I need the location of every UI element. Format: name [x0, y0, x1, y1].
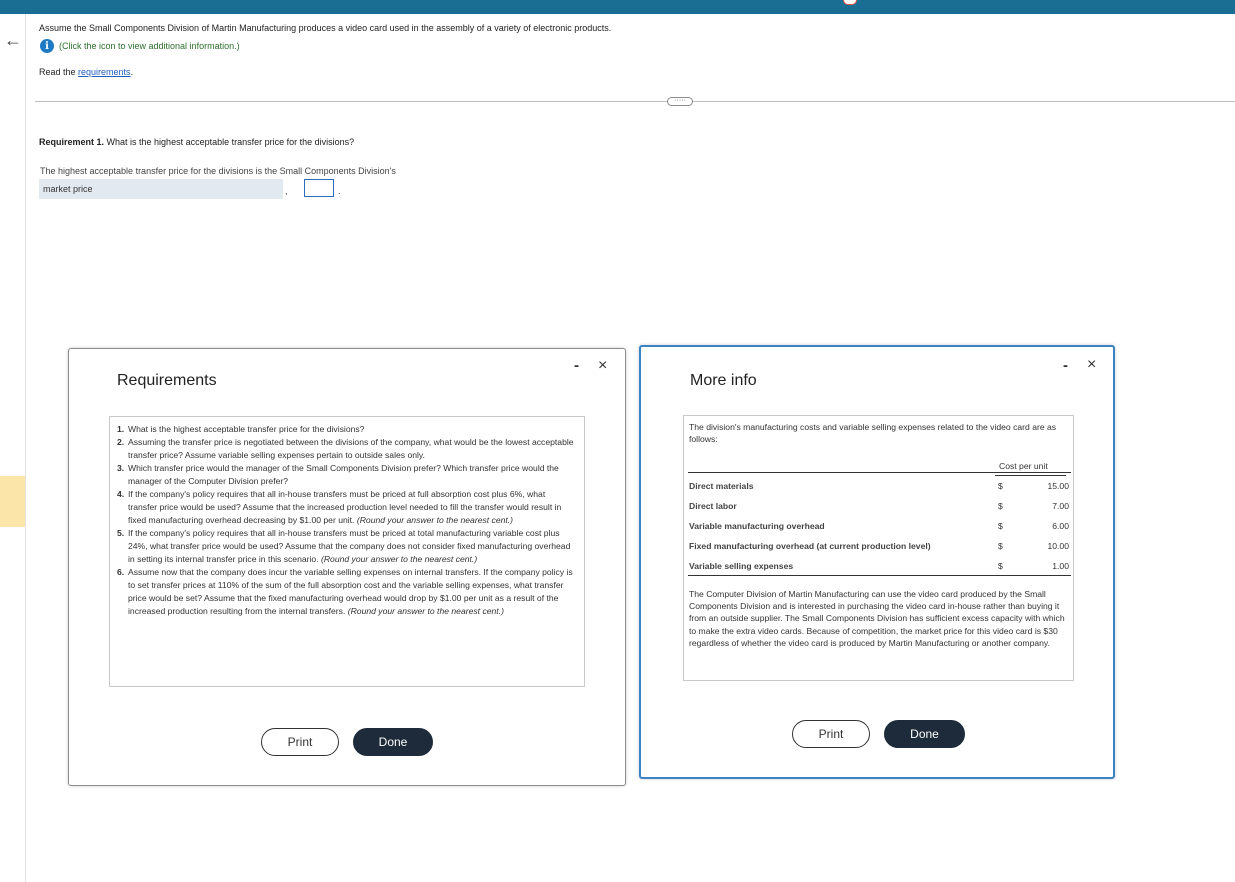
- answer-input[interactable]: [304, 179, 334, 197]
- answer-prefix: The highest acceptable transfer price for the divisions is the Small Components Division's: [40, 166, 396, 176]
- cost-row: [689, 481, 1069, 493]
- cost-value: 7.00: [1052, 501, 1069, 511]
- left-rail-highlight: [0, 476, 25, 527]
- currency-symbol: $: [998, 481, 1003, 491]
- table-bottom-rule: [688, 575, 1071, 576]
- print-button[interactable]: Print: [261, 728, 339, 756]
- cost-row: [689, 561, 1069, 573]
- cost-column-header: Cost per unit: [999, 461, 1048, 471]
- read-suffix: .: [130, 67, 134, 77]
- requirements-modal: [68, 348, 626, 786]
- read-prefix: Read the: [39, 67, 79, 77]
- left-rail: [25, 14, 26, 882]
- more-info-modal-title: More info: [690, 372, 757, 389]
- requirement-1-question: [39, 137, 354, 147]
- info-icon[interactable]: i: [40, 39, 54, 53]
- section-divider: [35, 101, 1235, 102]
- requirement-text: If the company's policy requires that all in-house transfers must be priced at total manufacturing variable cost plus 24%, what transfer price would be used? Assume that the company does not consider fixed manufacturing overhead in setting its internal transfer price in this scenario.: [128, 528, 571, 564]
- cost-label: Fixed manufacturing overhead (at current production level): [689, 541, 931, 551]
- requirement-item: [117, 423, 576, 436]
- cost-label: Direct labor: [689, 501, 737, 511]
- requirement-number: 6.: [117, 567, 125, 577]
- back-arrow-icon[interactable]: ←: [4, 30, 22, 50]
- requirements-link[interactable]: requirements: [78, 67, 131, 77]
- answer-comma: ,: [285, 186, 288, 196]
- more-info-modal: [639, 345, 1115, 779]
- minimize-icon[interactable]: -: [574, 357, 579, 374]
- top-bar-indicator: [843, 0, 857, 5]
- requirement-note: (Round your answer to the nearest cent.): [320, 554, 478, 564]
- requirement-text: If the company's policy requires that all in-house transfers must be priced at full absorption cost plus 6%, what transfer price would be used? Assume that the increased production level needed to fill the transfer would result in fixed manufacturing overhead decreasing by $1.00 per unit.: [128, 489, 562, 525]
- currency-symbol: $: [998, 561, 1003, 571]
- requirement-item: [117, 436, 576, 462]
- done-button[interactable]: Done: [884, 720, 965, 748]
- cost-value: 6.00: [1052, 521, 1069, 531]
- requirement-number: 4.: [117, 489, 125, 499]
- cost-info-panel: [683, 415, 1074, 681]
- requirement-number: 3.: [117, 463, 125, 473]
- column-header-rule: [995, 475, 1066, 476]
- requirement-number: 5.: [117, 528, 125, 538]
- currency-symbol: $: [998, 501, 1003, 511]
- answer-dropdown[interactable]: market price: [39, 179, 283, 199]
- requirement-note: (Round your answer to the nearest cent.): [356, 515, 514, 525]
- currency-symbol: $: [998, 521, 1003, 531]
- requirement-item: [117, 566, 576, 618]
- info-link-row[interactable]: [40, 39, 240, 53]
- requirement-item: [117, 527, 576, 566]
- currency-symbol: $: [998, 541, 1003, 551]
- requirements-modal-title: Requirements: [117, 372, 217, 389]
- read-requirements: [39, 67, 133, 77]
- cost-row: [689, 501, 1069, 513]
- answer-period: .: [338, 186, 341, 196]
- cost-info-heading: The division's manufacturing costs and variable selling expenses related to the video card are as follows:: [689, 422, 1057, 444]
- requirement-item: [117, 488, 576, 527]
- requirements-list: [109, 416, 585, 687]
- top-bar: [0, 0, 1235, 14]
- cost-label: Variable manufacturing overhead: [689, 521, 825, 531]
- cost-label: Variable selling expenses: [689, 561, 794, 571]
- info-link-text[interactable]: (Click the icon to view additional information.): [59, 41, 240, 51]
- cost-value: 15.00: [1047, 481, 1069, 491]
- done-button[interactable]: Done: [353, 728, 433, 756]
- requirement-text: Which transfer price would the manager of the Small Components Division prefer? Which transfer price would the manager of the Computer Division prefer?: [128, 463, 559, 486]
- cost-value: 10.00: [1047, 541, 1069, 551]
- intro-text: Assume the Small Components Division of Martin Manufacturing produces a video card used in the assembly of a variety of electronic products.: [39, 23, 612, 33]
- requirement-text: Assuming the transfer price is negotiated between the divisions of the company, what would be the lowest acceptable transfer price? Assume variable selling expenses pertain to outside sales only.: [128, 437, 574, 460]
- requirement-item: [117, 462, 576, 488]
- cost-info-paragraph: The Computer Division of Martin Manufacturing can use the video card produced by the Small Components Division and is interested in purchasing the video card in-house rather than buying it from an outside supplier. The Small Components Division has sufficient excess capacity with which to make the extra video cards. Because of competition, the market price for this video card is $30 regardless of whether the video card is produced by Martin Manufacturing or another company.: [689, 589, 1065, 648]
- requirement-1-label: Requirement 1.: [39, 137, 105, 147]
- requirement-number: 1.: [117, 424, 125, 434]
- print-button[interactable]: Print: [792, 720, 870, 748]
- minimize-icon[interactable]: -: [1063, 357, 1068, 374]
- expand-more-icon[interactable]: ·····: [667, 97, 693, 106]
- requirement-text: What is the highest acceptable transfer price for the divisions?: [128, 424, 365, 434]
- cost-value: 1.00: [1052, 561, 1069, 571]
- cost-label: Direct materials: [689, 481, 754, 491]
- close-icon[interactable]: ×: [1087, 356, 1097, 373]
- cost-row: [689, 521, 1069, 533]
- requirement-1-text: What is the highest acceptable transfer price for the divisions?: [104, 137, 355, 147]
- requirement-note: (Round your answer to the nearest cent.): [347, 606, 504, 616]
- close-icon[interactable]: ×: [598, 357, 608, 374]
- requirement-number: 2.: [117, 437, 125, 447]
- table-top-rule: [688, 472, 1071, 473]
- cost-row: [689, 541, 1069, 553]
- requirement-text: Assume now that the company does incur the variable selling expenses on internal transfers. If the company policy is to set transfer prices at 110% of the sum of the full absorption cost and the variable selling expenses, what transfer price would be set? Assume that the fixed manufacturing overhead would drop by $1.00 per unit as a result of the increased production resulting from the internal transfers.: [128, 567, 573, 616]
